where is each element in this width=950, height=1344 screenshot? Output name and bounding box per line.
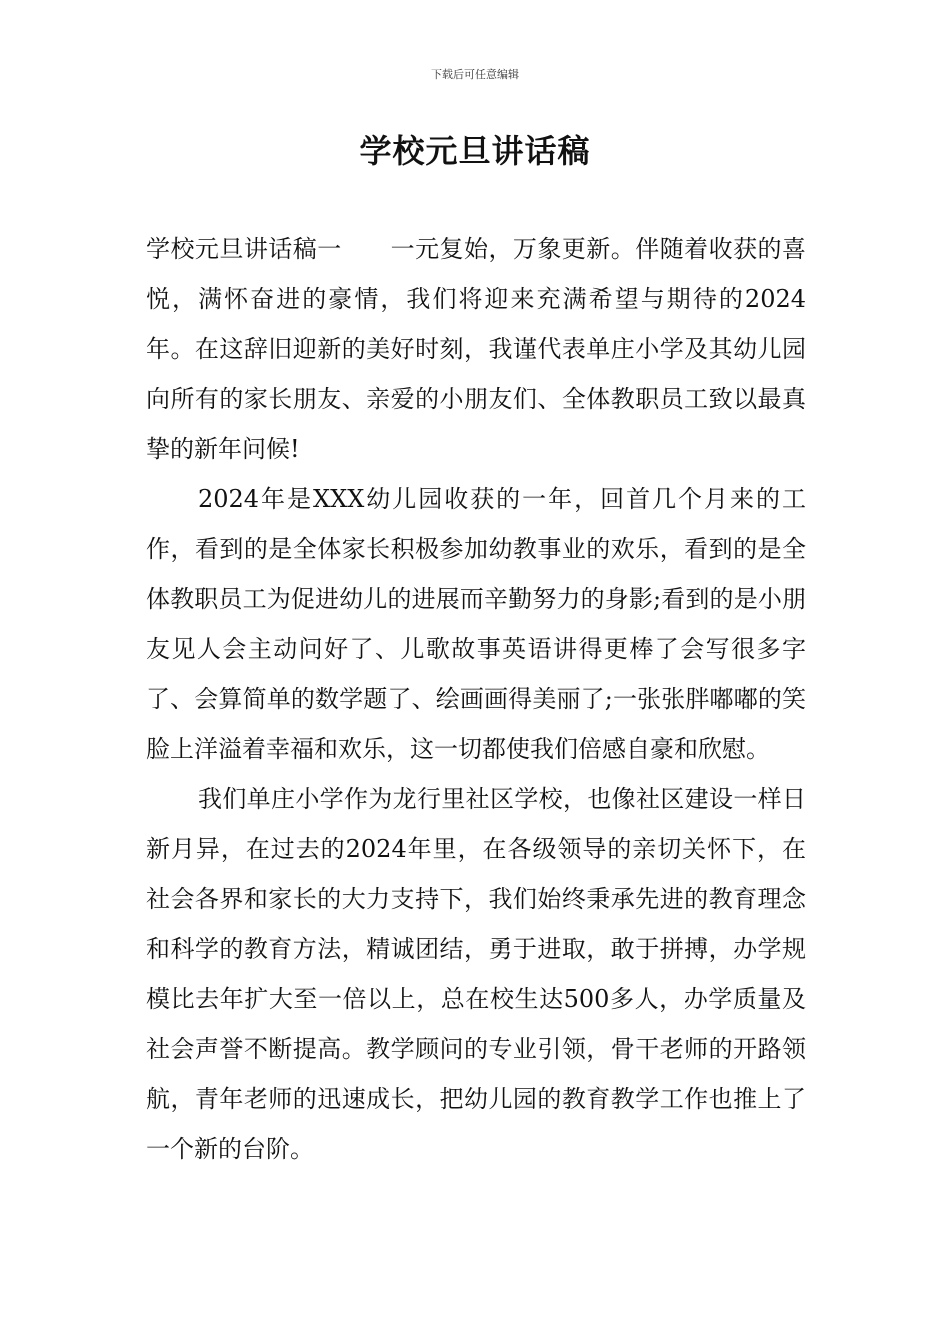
document-title: 学校元旦讲话稿 xyxy=(359,132,591,170)
document-body xyxy=(146,224,806,1174)
paragraph-2: 2024年是XXX幼儿园收获的一年，回首几个月来的工作，看到的是全体家长积极参加幼教事业的欢乐，看到的是全体教职员工为促进幼儿的进展而辛勤努力的身影;看到的是小朋友见人会主动问好了、儿歌故事英语讲得更棒了会写很多字了、会算简单的数学题了、绘画画得美丽了;一张张胖嘟嘟的笑脸上洋溢着幸福和欢乐，这一切都使我们倍感自豪和欣慰。 xyxy=(146,485,806,763)
paragraph-3: 我们单庄小学作为龙行里社区学校，也像社区建设一样日新月异，在过去的2024年里，在各级领导的亲切关怀下，在社会各界和家长的大力支持下，我们始终秉承先进的教育理念和科学的教育方法，精诚团结，勇于进取，敢于拼搏，办学规模比去年扩大至一倍以上，总在校生达500多人，办学质量及社会声誉不断提高。教学顾问的专业引领，骨干老师的开路领航，青年老师的迅速成长，把幼儿园的教育教学工作也推上了一个新的台阶。 xyxy=(146,785,806,1163)
paragraph-1: 学校元旦讲话稿一 一元复始，万象更新。伴随着收获的喜悦，满怀奋进的豪情，我们将迎来充满希望与期待的2024年。在这辞旧迎新的美好时刻，我谨代表单庄小学及其幼儿园向所有的家长朋友、亲爱的小朋友们、全体教职员工致以最真挚的新年问候! xyxy=(146,235,806,463)
header-note: 下载后可任意编辑 xyxy=(431,68,519,81)
